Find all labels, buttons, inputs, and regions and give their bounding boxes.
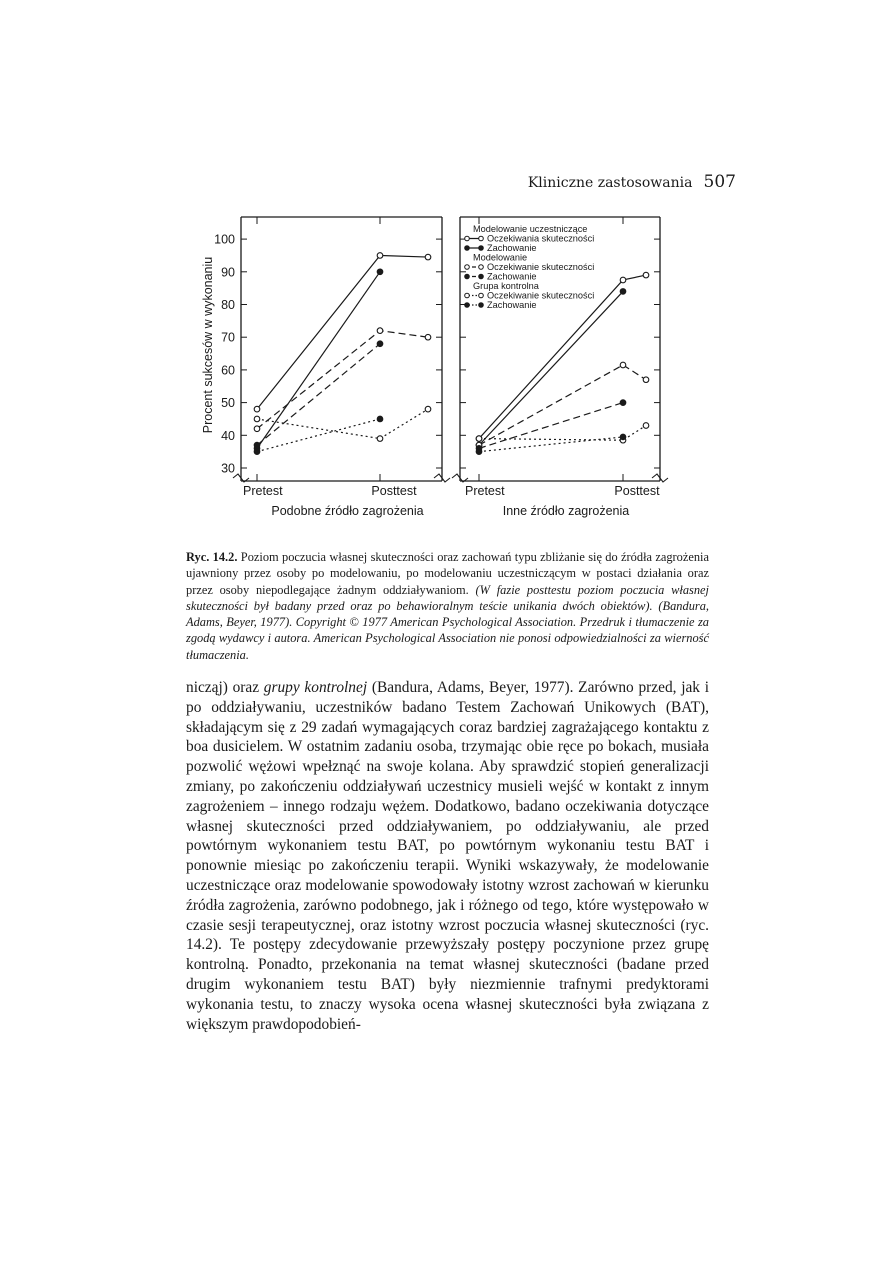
legend-marker	[465, 274, 470, 279]
figure-14-2	[195, 205, 675, 545]
data-point	[620, 289, 626, 295]
legend-marker	[479, 293, 484, 298]
y-tick-label: 30	[221, 461, 235, 476]
series-line-modelowanie-zachowanie	[257, 344, 380, 445]
series-line-modelowanie-uczestnicz-ce-zachowanie	[257, 272, 380, 449]
body-text-italic: grupy kontrolnej	[263, 679, 368, 696]
panel-subtitle: Inne źródło zagrożenia	[502, 504, 630, 518]
x-tick-label: Pretest	[243, 484, 283, 498]
legend-item-label: Oczekiwanie skuteczności	[487, 290, 595, 301]
data-point	[476, 436, 482, 442]
legend-item-label: Zachowanie	[487, 300, 537, 310]
data-point	[425, 334, 431, 340]
legend-item-label: Zachowanie	[487, 271, 537, 282]
legend-marker	[479, 274, 484, 279]
data-point	[377, 328, 383, 334]
data-point	[377, 253, 383, 259]
data-point	[254, 442, 260, 448]
y-tick-label: 60	[221, 363, 235, 378]
y-axis-label: Procent sukcesów w wykonaniu	[201, 256, 215, 434]
data-point	[254, 426, 260, 432]
chart-panel-2	[452, 217, 668, 518]
legend-marker	[465, 246, 470, 251]
x-tick-label: Posttest	[614, 484, 660, 498]
y-tick-label: 40	[221, 428, 235, 443]
legend-marker	[465, 293, 470, 298]
data-point	[377, 341, 383, 347]
data-point	[377, 269, 383, 275]
legend-item-label: Zachowanie	[487, 243, 537, 253]
body-paragraph	[186, 678, 709, 1034]
legend-group-title: Grupa kontrolna	[473, 281, 539, 291]
data-point	[620, 362, 626, 368]
chart-legend	[465, 224, 595, 310]
caption-text: Poziom poczucia własnej skuteczności oraz zachowań typu zbliżanie się do źródła zagrożenia ujawniony przez osoby po modelowaniu, po modelowaniu uczestniczącym w postaci działania oraz przez osoby niepodlegające żadnym oddziaływaniom.	[186, 550, 710, 597]
caption-note: (W fazie posttestu poziom poczucia własnej skuteczności był badany przed oraz po behawioralnym teście unikania dwóch obiektów). (Bandura, Adams, Beyer, 1977). Copyright © 1977 American Psychological Association. Przedruk i tłumaczenie za zgodą wydawcy i autora. American Psychological Association nie ponosi odpowiedzialności za wierność tłumaczenia.	[186, 582, 709, 662]
y-tick-label: 90	[221, 265, 235, 280]
figure-caption	[186, 549, 709, 663]
data-point	[377, 436, 383, 442]
chart-panel-1	[214, 217, 450, 518]
series-line-modelowanie-uczestnicz-ce-zachowanie	[479, 291, 623, 445]
data-point	[476, 449, 482, 455]
y-tick-label: 100	[214, 232, 235, 247]
series-line-modelowanie-uczestnicz-ce-oczekiwania-skuteczno-ci	[257, 255, 428, 409]
page-number: 507	[703, 172, 736, 192]
x-tick-label: Posttest	[371, 484, 417, 498]
x-tick-label: Pretest	[465, 484, 505, 498]
legend-marker	[465, 265, 470, 270]
legend-item-label: Oczekiwanie skuteczności	[487, 262, 595, 272]
data-point	[620, 400, 626, 406]
data-point	[643, 423, 649, 429]
y-tick-label: 50	[221, 396, 235, 411]
data-point	[425, 406, 431, 412]
data-point	[620, 434, 626, 440]
legend-group-title: Modelowanie	[473, 252, 528, 263]
legend-marker	[465, 236, 470, 241]
y-tick-label: 80	[221, 298, 235, 312]
data-point	[620, 277, 626, 283]
legend-marker	[465, 303, 470, 308]
body-text-start: nicząj) oraz	[186, 679, 264, 696]
data-point	[643, 377, 649, 383]
legend-item-label: Oczekiwania skuteczności	[487, 233, 595, 244]
caption-label: Ryc. 14.2.	[186, 550, 238, 564]
data-point	[254, 449, 260, 455]
series-line-modelowanie-oczekiwanie-skuteczno-ci	[257, 331, 428, 429]
data-point	[377, 416, 383, 422]
running-header	[500, 172, 736, 192]
legend-marker	[479, 303, 484, 308]
data-point	[254, 406, 260, 412]
legend-marker	[479, 246, 484, 251]
legend-group-title: Modelowanie uczestniczące	[473, 224, 588, 234]
y-tick-label: 70	[221, 330, 235, 345]
data-point	[254, 416, 260, 422]
legend-marker	[479, 265, 484, 270]
panel-subtitle: Podobne źródło zagrożenia	[271, 504, 424, 518]
data-point	[643, 272, 649, 278]
series-line-modelowanie-zachowanie	[479, 403, 623, 449]
legend-marker	[479, 236, 484, 241]
header-section-title: Kliniczne zastosowania	[527, 175, 693, 191]
data-point	[425, 254, 431, 260]
body-text-rest: (Bandura, Adams, Beyer, 1977). Zarówno przed, jak i po oddziaływaniu, uczestników badano Testem Zachowań Unikowych (BAT), składającym się z 29 zadań wymagających coraz bardziej zagrażającego kontaktu z boa dusicielem. W ostatnim zadaniu osoba, trzymając obie ręce po bokach, musiała pozwolić wężowi wpełznąć na swoje kolana. Aby sprawdzić stopień generalizacji zmiany, po zakończeniu oddziaływań uczestnicy musieli wejść w kontakt z innym zagrożeniem – innego rodzaju wężem. Dodatkowo, badano oczekiwania dotyczące własnej skuteczności przed oddziaływaniem, po oddziaływaniu, ale przed powtórnym wykonaniem testu BAT, po powtórnym wykonaniu testu BAT i ponownie miesiąc po zakończeniu terapii. Wyniki wskazywały, że modelowanie uczestniczące oraz modelowanie spowodowały istotny wzrost zachowań w kierunku źródła zagrożenia, zarówno podobnego, jak i różnego od tego, które występowało w czasie sesji terapeutycznej, oraz istotny wzrost poczucia własnej skuteczności (ryc. 14.2). Te postępy zdecydowanie przewyższały postępy poczynione przez grupę kontrolną. Ponadto, przekonania na temat własnej skuteczności (badane przed drugim wykonaniem testu BAT) były niezmiennie trafnymi predyktorami wykonania testu, to znaczy wysoka ocena własnej skuteczności była związana z większym prawdopodobień-	[186, 679, 710, 1033]
